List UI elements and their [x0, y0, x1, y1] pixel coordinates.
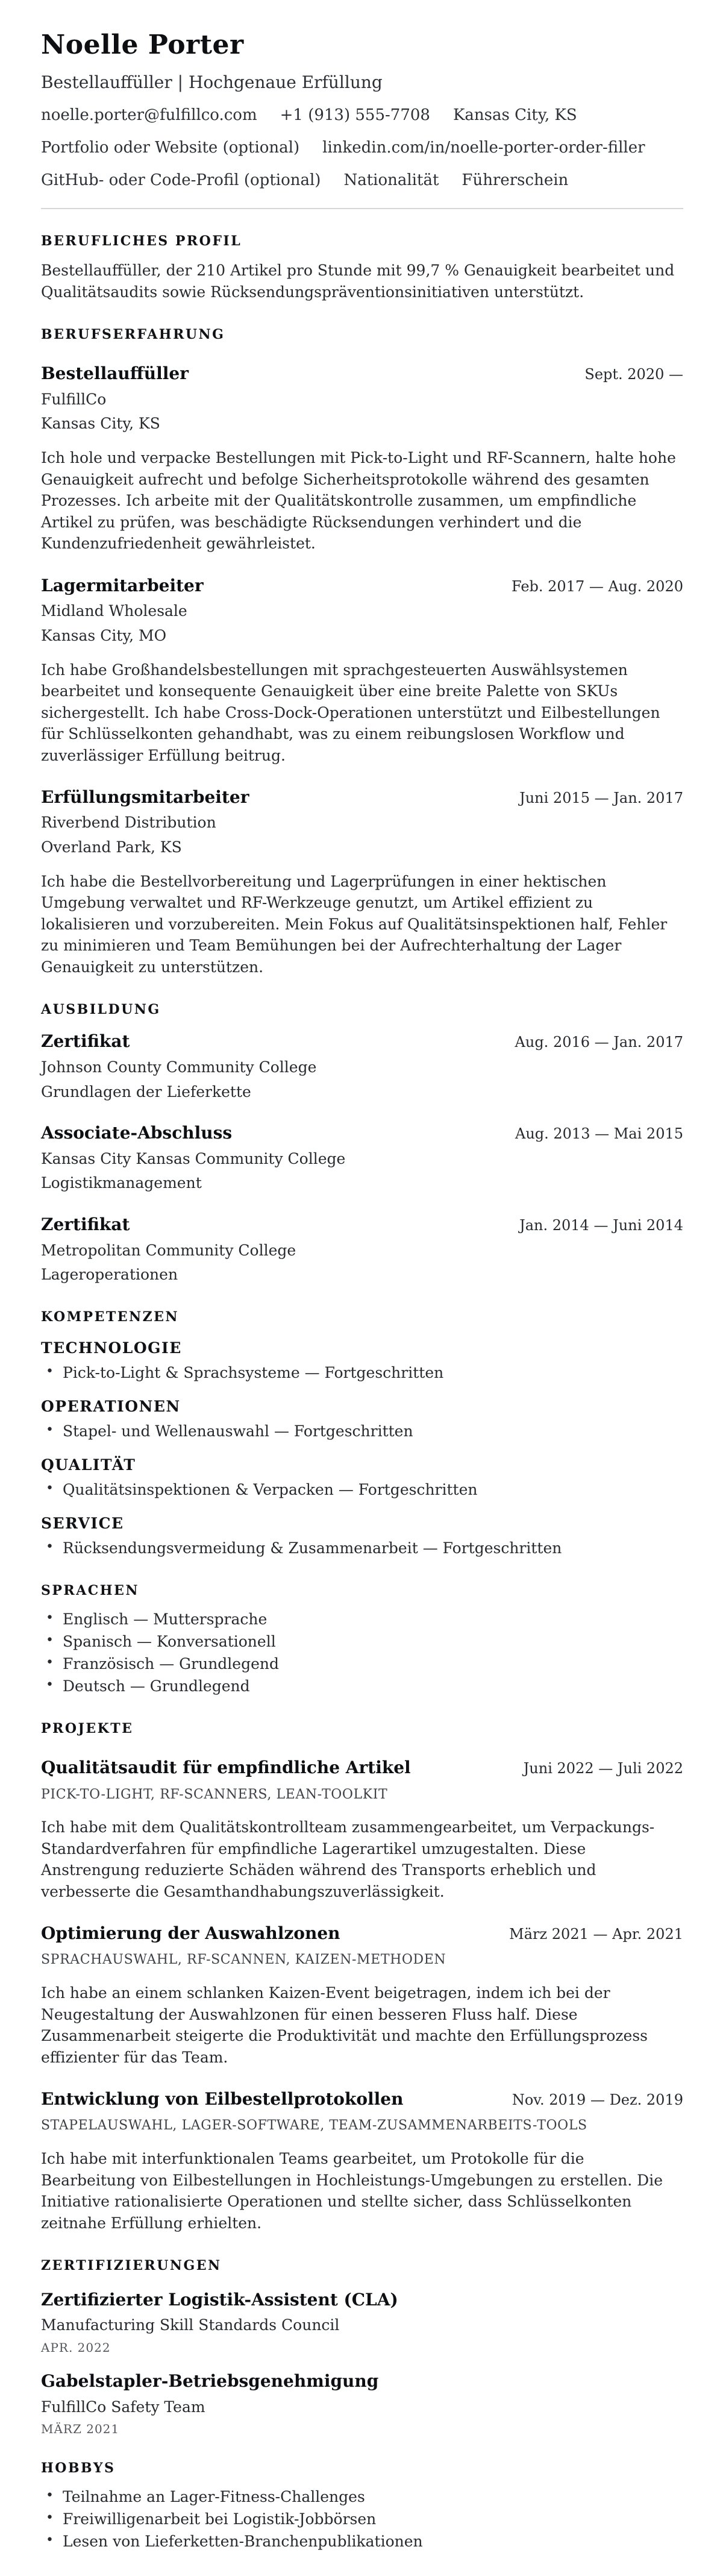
job-title: Erfüllungsmitarbeiter — [41, 787, 249, 808]
job-company: FulfillCo — [41, 390, 107, 408]
skill-category-service — [41, 1515, 683, 1559]
skill-list — [41, 1421, 683, 1442]
skill-list — [41, 1538, 683, 1559]
job-description: Ich habe die Bestellvorbereitung und Lagerprüfungen in einer hektischen Umgebung verwaltet und RF-Werkzeuge genutzt, um Artikel effizient zu lokalisieren und vorzubereiten. Mein Fokus auf Qualitätsinspektionen half, Fehler zu minimieren und Team Bemühungen bei der Aufrechterhaltung der Lager Genauigkeit zu unterstützen. — [41, 872, 668, 976]
nationality-text: Nationalität — [343, 171, 439, 190]
job-location: Kansas City, KS — [41, 415, 160, 433]
certification-date: MÄRZ 2021 — [41, 2422, 120, 2437]
hobby-list — [41, 2487, 683, 2552]
skill-category-title: TECHNOLOGIE — [41, 1339, 182, 1357]
job-dates: Feb. 2017 — Aug. 2020 — [512, 577, 683, 595]
job-entry — [41, 363, 683, 554]
education-entry-head — [41, 1031, 683, 1052]
job-dates: Sept. 2020 — — [584, 366, 683, 383]
person-name: Noelle Porter — [41, 30, 244, 60]
field-of-study: Lageroperationen — [41, 1266, 178, 1284]
contact-row-1 — [41, 105, 683, 126]
project-entry-head — [41, 1923, 683, 1944]
section-experience — [41, 327, 683, 978]
school-name: Metropolitan Community College — [41, 1241, 296, 1259]
project-description: Ich habe mit dem Qualitätskontrollteam zusammengearbeitet, um Verpackungs-Standardverfahren für empfindliche Lagerartikel umzugestalten. Diese Anstrengung reduzierte Schäden während des Transports erheblich und verbesserte die Gesamthandhabungszuverlässigkeit. — [41, 1818, 655, 1900]
section-languages — [41, 1583, 683, 1697]
hobby-item: • Freiwilligenarbeit bei Logistik-Jobbörsen — [41, 2509, 683, 2530]
resume-header — [41, 30, 683, 209]
job-company: Riverbend Distribution — [41, 814, 216, 832]
section-certifications — [41, 2258, 683, 2436]
section-title-languages: SPRACHEN — [41, 1583, 139, 1599]
project-tools: SPRACHAUSWAHL, RF-SCANNEN, KAIZEN-METHODEN — [41, 1952, 446, 1968]
language-item: • Französisch — Grundlegend — [41, 1654, 683, 1674]
drivers-license-text: Führerschein — [462, 171, 569, 190]
location-text: Kansas City, KS — [452, 105, 577, 124]
job-location: Overland Park, KS — [41, 838, 182, 856]
project-dates: März 2021 — Apr. 2021 — [509, 1926, 683, 1943]
project-entry — [41, 2088, 683, 2234]
project-title: Entwicklung von Eilbestellprotokollen — [41, 2089, 404, 2109]
language-item: • Englisch — Muttersprache — [41, 1609, 683, 1630]
section-education — [41, 1002, 683, 1285]
contact-row-2 — [41, 137, 683, 159]
certification-issuer: Manufacturing Skill Standards Council — [41, 2316, 340, 2334]
certification-date: APR. 2022 — [41, 2340, 111, 2355]
language-list — [41, 1609, 683, 1697]
section-title-experience: BERUFSERFAHRUNG — [41, 327, 225, 343]
job-location: Kansas City, MO — [41, 626, 167, 644]
section-profile — [41, 233, 683, 303]
section-projects — [41, 1721, 683, 2234]
header-divider — [41, 208, 683, 209]
section-title-certifications: ZERTIFIZIERUNGEN — [41, 2258, 222, 2274]
skill-category-operations — [41, 1398, 683, 1442]
job-entry — [41, 575, 683, 766]
project-entry — [41, 1923, 683, 2068]
skill-item: • Rücksendungsvermeidung & Zusammenarbeit — Fortgeschritten — [41, 1538, 683, 1559]
project-dates: Juni 2022 — Juli 2022 — [523, 1760, 683, 1777]
contact-row-3 — [41, 170, 683, 191]
skill-item: • Qualitätsinspektionen & Verpacken — Fortgeschritten — [41, 1480, 683, 1500]
education-entry — [41, 1122, 683, 1193]
job-dates: Juni 2015 — Jan. 2017 — [519, 790, 683, 807]
project-tools: PICK-TO-LIGHT, RF-SCANNERS, LEAN-TOOLKIT — [41, 1786, 388, 1802]
certification-name: Gabelstapler-Betriebsgenehmigung — [41, 2371, 379, 2392]
portfolio-text: Portfolio oder Website (optional) — [41, 139, 300, 157]
section-title-projects: PROJEKTE — [41, 1721, 134, 1737]
field-of-study: Logistikmanagement — [41, 1174, 202, 1192]
education-dates: Aug. 2016 — Jan. 2017 — [515, 1034, 683, 1051]
skill-list — [41, 1480, 683, 1500]
job-entry-head — [41, 363, 683, 385]
job-title: Lagermitarbeiter — [41, 575, 204, 595]
degree-title: Zertifikat — [41, 1031, 130, 1052]
email-text: noelle.porter@fulfillco.com — [41, 105, 257, 124]
github-text: GitHub- oder Code-Profil (optional) — [41, 171, 321, 190]
project-entry-head — [41, 2088, 683, 2110]
section-title-education: AUSBILDUNG — [41, 1002, 161, 1018]
school-name: Kansas City Kansas Community College — [41, 1149, 346, 1167]
certification-entry — [41, 2289, 683, 2355]
project-title: Qualitätsaudit für empfindliche Artikel — [41, 1758, 411, 1778]
project-tools: STAPELAUSWAHL, LAGER-SOFTWARE, TEAM-ZUSAMMENARBEITS-TOOLS — [41, 2118, 587, 2134]
education-entry — [41, 1031, 683, 1102]
section-title-skills: KOMPETENZEN — [41, 1309, 180, 1325]
headline: Bestellauffüller | Hochgenaue Erfüllung — [41, 72, 383, 92]
section-skills — [41, 1309, 683, 1559]
job-description: Ich hole und verpacke Bestellungen mit Pick-to-Light und RF-Scannern, halte hohe Genauigkeit aufrecht und befolge Sicherheitsprotokolle während des gesamten Prozesses. Ich arbeite mit der Qualitätskontrolle zusammen, um empfindliche Artikel zu prüfen, was beschädigte Rücksendungen verhindert und die Kundenzufriedenheit gewährleistet. — [41, 449, 676, 553]
job-description: Ich habe Großhandelsbestellungen mit sprachgesteuerten Auswählsystemen bearbeitet und konsequente Genauigkeit über eine breite Palette von SKUs sichergestellt. Ich habe Cross-Dock-Operationen unterstützt und Eilbestellungen für Schlüsselkonten gehandhabt, was zu einem reibungslosen Workflow und zuverlässiger Erfüllung beitrug. — [41, 661, 660, 764]
project-dates: Nov. 2019 — Dez. 2019 — [512, 2091, 683, 2109]
degree-title: Associate-Abschluss — [41, 1123, 233, 1143]
project-description: Ich habe mit interfunktionalen Teams gearbeitet, um Protokolle für die Bearbeitung von Eilbestellungen in Hochleistungs-Umgebungen zu erstellen. Die Initiative rationalisierte Operationen und stellte sicher, dass Schlüsselkonten zeitnahe Erfüllung erhielten. — [41, 2150, 663, 2232]
skill-category-title: SERVICE — [41, 1515, 124, 1533]
degree-title: Zertifikat — [41, 1214, 130, 1235]
skill-category-technology — [41, 1339, 683, 1383]
project-description: Ich habe an einem schlanken Kaizen-Event beigetragen, indem ich bei der Neugestaltung der Auswahlzonen für einen besseren Fluss half. Diese Zusammenarbeit steigerte die Produktivität und machte den Erfüllungsprozess effizienter für das Team. — [41, 1984, 648, 2066]
skill-category-quality — [41, 1456, 683, 1500]
profile-summary: Bestellauffüller, der 210 Artikel pro Stunde mit 99,7 % Genauigkeit bearbeitet und Qualitätsaudits sowie Rücksendungspräventionsinitiativen unterstützt. — [41, 262, 675, 301]
section-hobbies — [41, 2460, 683, 2552]
education-dates: Jan. 2014 — Juni 2014 — [519, 1217, 683, 1234]
hobby-item: • Teilnahme an Lager-Fitness-Challenges — [41, 2487, 683, 2507]
skill-category-title: OPERATIONEN — [41, 1398, 181, 1416]
project-title: Optimierung der Auswahlzonen — [41, 1923, 340, 1944]
language-item: • Spanisch — Konversationell — [41, 1632, 683, 1652]
skill-item: • Stapel- und Wellenauswahl — Fortgeschritten — [41, 1421, 683, 1442]
job-entry-head — [41, 787, 683, 808]
skill-item: • Pick-to-Light & Sprachsysteme — Fortgeschritten — [41, 1363, 683, 1383]
certification-issuer: FulfillCo Safety Team — [41, 2398, 205, 2416]
project-entry-head — [41, 1757, 683, 1779]
job-company: Midland Wholesale — [41, 602, 187, 620]
phone-text: +1 (913) 555-7708 — [280, 105, 430, 124]
school-name: Johnson County Community College — [41, 1058, 317, 1076]
education-entry-head — [41, 1122, 683, 1144]
section-title-profile: BERUFLICHES PROFIL — [41, 233, 242, 250]
language-item: • Deutsch — Grundlegend — [41, 1676, 683, 1697]
education-entry — [41, 1214, 683, 1285]
field-of-study: Grundlagen der Lieferkette — [41, 1082, 251, 1101]
skill-list — [41, 1363, 683, 1383]
job-title: Bestellauffüller — [41, 363, 189, 384]
skill-category-title: QUALITÄT — [41, 1456, 136, 1474]
project-entry — [41, 1757, 683, 1902]
job-entry-head — [41, 575, 683, 597]
education-dates: Aug. 2013 — Mai 2015 — [515, 1125, 683, 1143]
section-title-hobbies: HOBBYS — [41, 2460, 116, 2477]
job-entry — [41, 787, 683, 978]
education-entry-head — [41, 1214, 683, 1236]
certification-entry — [41, 2370, 683, 2436]
certification-name: Zertifizierter Logistik-Assistent (CLA) — [41, 2290, 398, 2310]
linkedin-text: linkedin.com/in/noelle-porter-order-filler — [322, 139, 645, 157]
hobby-item: • Lesen von Lieferketten-Branchenpublikationen — [41, 2531, 683, 2552]
